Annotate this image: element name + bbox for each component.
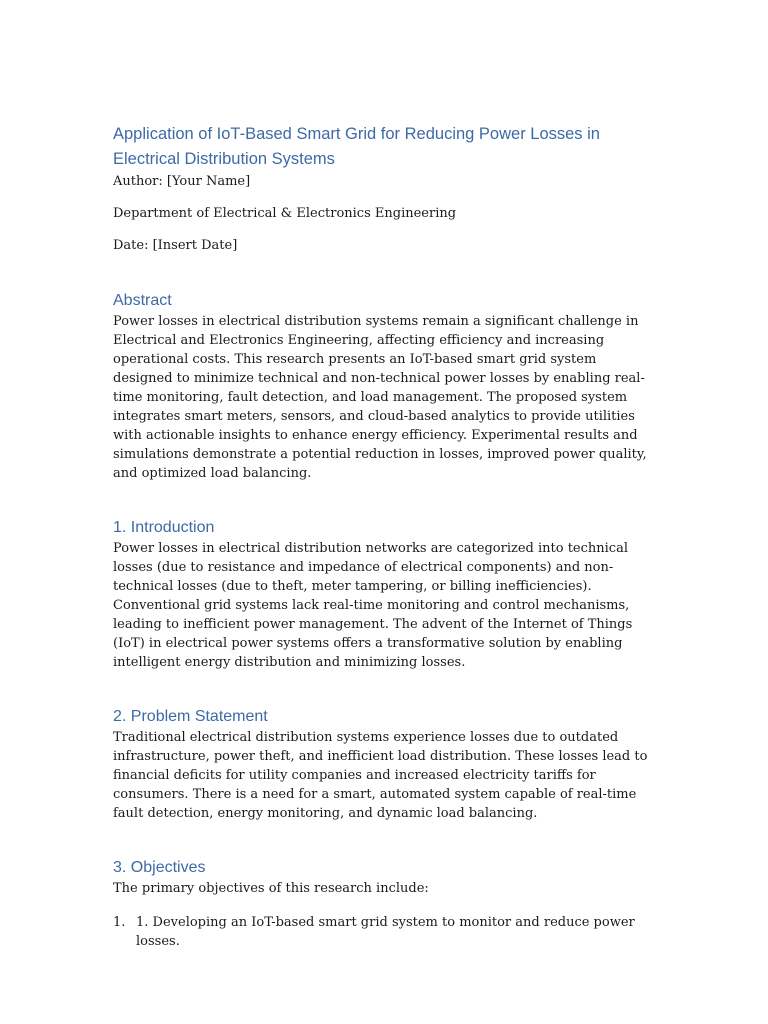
list-item-marker: 1.	[113, 915, 126, 930]
document-title: Application of IoT-Based Smart Grid for Reducing Power Losses in Electrical Distribution Systems	[113, 125, 600, 168]
section-heading-objectives: 3. Objectives	[113, 859, 206, 876]
section-introduction	[113, 517, 658, 672]
document-page	[113, 122, 658, 951]
section-heading-problem-statement: 2. Problem Statement	[113, 708, 268, 725]
section-objectives	[113, 857, 658, 951]
objectives-list	[113, 913, 658, 951]
section-body-introduction: Power losses in electrical distribution networks are categorized into technical losses (due to resistance and impedance of electrical components) and non-technical losses (due to theft, meter tampering, or billing inefficiencies). Conventional grid systems lack real-time monitoring and control mechanisms, leading to inefficient power management. The advent of the Internet of Things (IoT) in electrical power systems offers a transformative solution by enabling intelligent energy distribution and minimizing losses.	[113, 541, 633, 670]
list-item	[113, 913, 658, 951]
section-body-problem-statement: Traditional electrical distribution systems experience losses due to outdated infrastructure, power theft, and inefficient load distribution. These losses lead to financial deficits for utility companies and increased electricity tariffs for consumers. There is a need for a smart, automated system capable of real-time fault detection, energy monitoring, and dynamic load balancing.	[113, 730, 648, 821]
department-line: Department of Electrical & Electronics Engineering	[113, 206, 457, 221]
section-body-objectives: The primary objectives of this research include:	[113, 881, 429, 896]
section-abstract	[113, 290, 658, 483]
section-problem-statement	[113, 706, 658, 823]
author-line: Author: [Your Name]	[113, 174, 251, 189]
date-line: Date: [Insert Date]	[113, 238, 238, 253]
section-heading-introduction: 1. Introduction	[113, 519, 215, 536]
section-heading-abstract: Abstract	[113, 292, 172, 309]
list-item-text: 1. Developing an IoT-based smart grid system to monitor and reduce power losses.	[136, 915, 635, 949]
section-body-abstract: Power losses in electrical distribution systems remain a significant challenge in Electrical and Electronics Engineering, affecting efficiency and increasing operational costs. This research presents an IoT-based smart grid system designed to minimize technical and non-technical power losses by enabling real-time monitoring, fault detection, and load management. The proposed system integrates smart meters, sensors, and cloud-based analytics to provide utilities with actionable insights to enhance energy efficiency. Experimental results and simulations demonstrate a potential reduction in losses, improved power quality, and optimized load balancing.	[113, 314, 647, 481]
